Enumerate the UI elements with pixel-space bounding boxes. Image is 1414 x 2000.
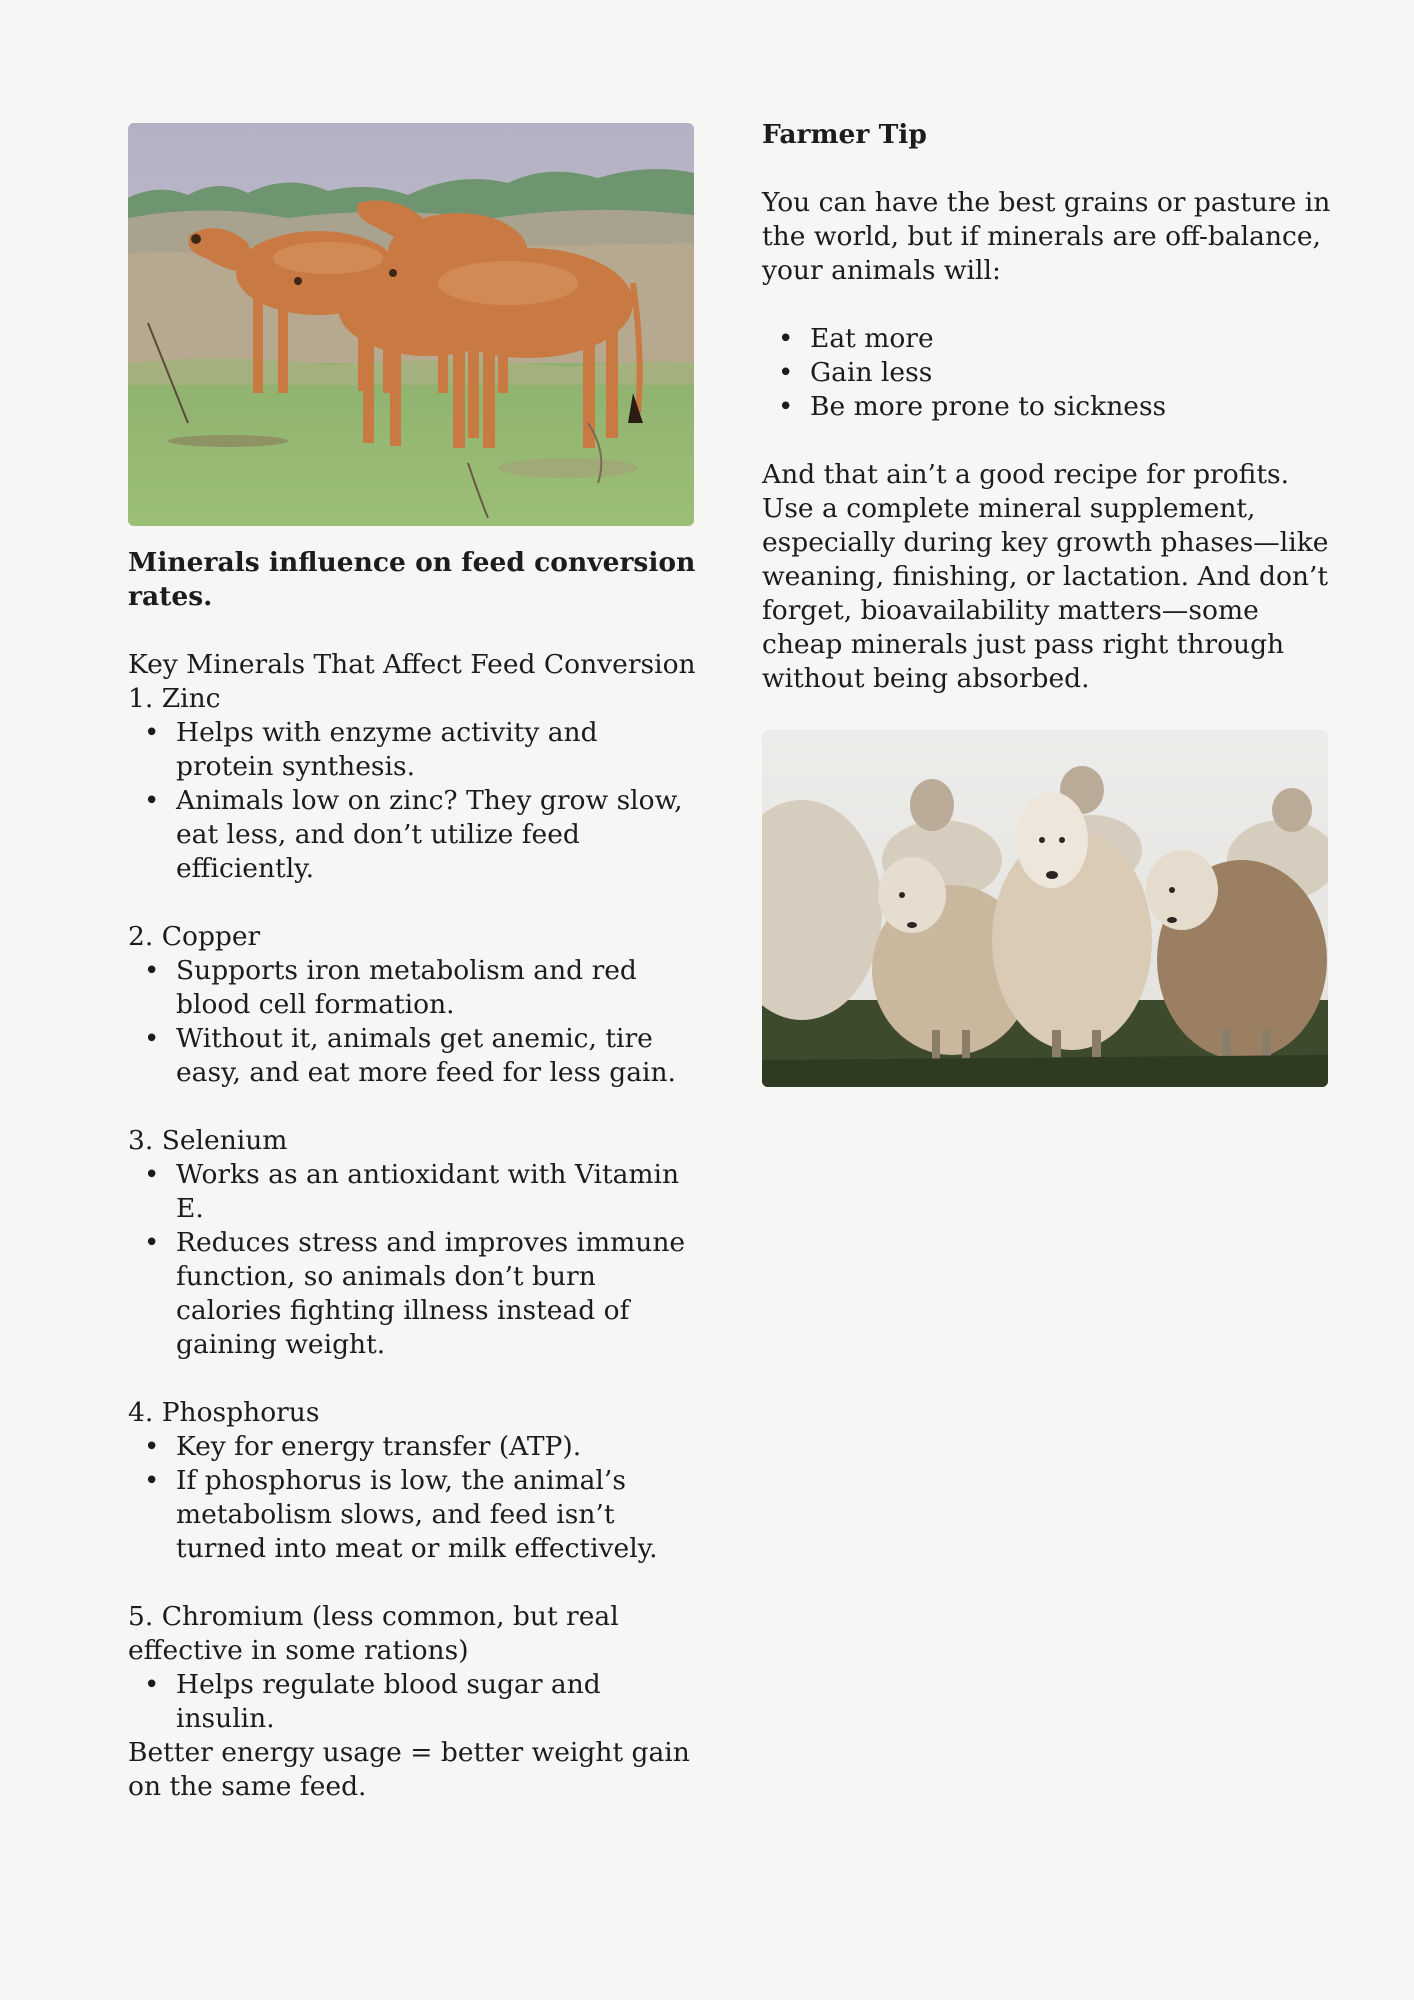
- mineral-title: 5. Chromium (less common, but real effective in some rations): [128, 1601, 619, 1666]
- list-item: • If phosphorus is low, the animal’s metabolism slows, and feed isn’t turned into meat or milk effectively.: [128, 1464, 700, 1566]
- mineral-title: 4. Phosphorus: [128, 1397, 320, 1428]
- mineral-title: 1. Zinc: [128, 683, 221, 714]
- tip-heading: Farmer Tip: [762, 119, 927, 150]
- section-heading: Minerals influence on feed conversion rates.: [128, 547, 696, 612]
- tip-body: And that ain’t a good recipe for profits. Use a complete mineral supplement, especially during key growth phases—like weaning, finishing, or lactation. And don’t forget, bioavailability matters—some cheap minerals just pass right through without being absorbed.: [762, 459, 1329, 694]
- list-item: • Helps regulate blood sugar and insulin.: [128, 1668, 700, 1736]
- list-item: • Helps with enzyme activity and protein synthesis.: [128, 716, 700, 784]
- mineral-title: 3. Selenium: [128, 1125, 288, 1156]
- tip-list: [762, 322, 1334, 424]
- mineral-1: [128, 682, 700, 886]
- list-item: • Supports iron metabolism and red blood cell formation.: [128, 954, 700, 1022]
- intro-text: Key Minerals That Affect Feed Conversion: [128, 649, 696, 680]
- closing-text: Better energy usage = better weight gain on the same feed.: [128, 1737, 690, 1802]
- list-item: • Animals low on zinc? They grow slow, eat less, and don’t utilize feed efficiently.: [128, 784, 700, 886]
- mineral-5: [128, 1600, 700, 1736]
- tip-intro: You can have the best grains or pasture in the world, but if minerals are off-balance, your animals will:: [762, 187, 1331, 286]
- mineral-3: [128, 1124, 700, 1362]
- list-item: • Without it, animals get anemic, tire easy, and eat more feed for less gain.: [128, 1022, 700, 1090]
- list-item: • Works as an antioxidant with Vitamin E.: [128, 1158, 700, 1226]
- list-item: • Reduces stress and improves immune function, so animals don’t burn calories fighting illness instead of gaining weight.: [128, 1226, 700, 1362]
- mineral-4: [128, 1396, 700, 1566]
- mineral-2: [128, 920, 700, 1090]
- left-column: [128, 123, 700, 1804]
- list-item: • Gain less: [762, 356, 1334, 390]
- list-item: • Key for energy transfer (ATP).: [128, 1430, 700, 1464]
- right-column: [762, 118, 1334, 1087]
- list-item: • Be more prone to sickness: [762, 390, 1334, 424]
- list-item: • Eat more: [762, 322, 1334, 356]
- mineral-title: 2. Copper: [128, 921, 261, 952]
- sheep-photo: [762, 730, 1328, 1087]
- cattle-photo: [128, 123, 694, 526]
